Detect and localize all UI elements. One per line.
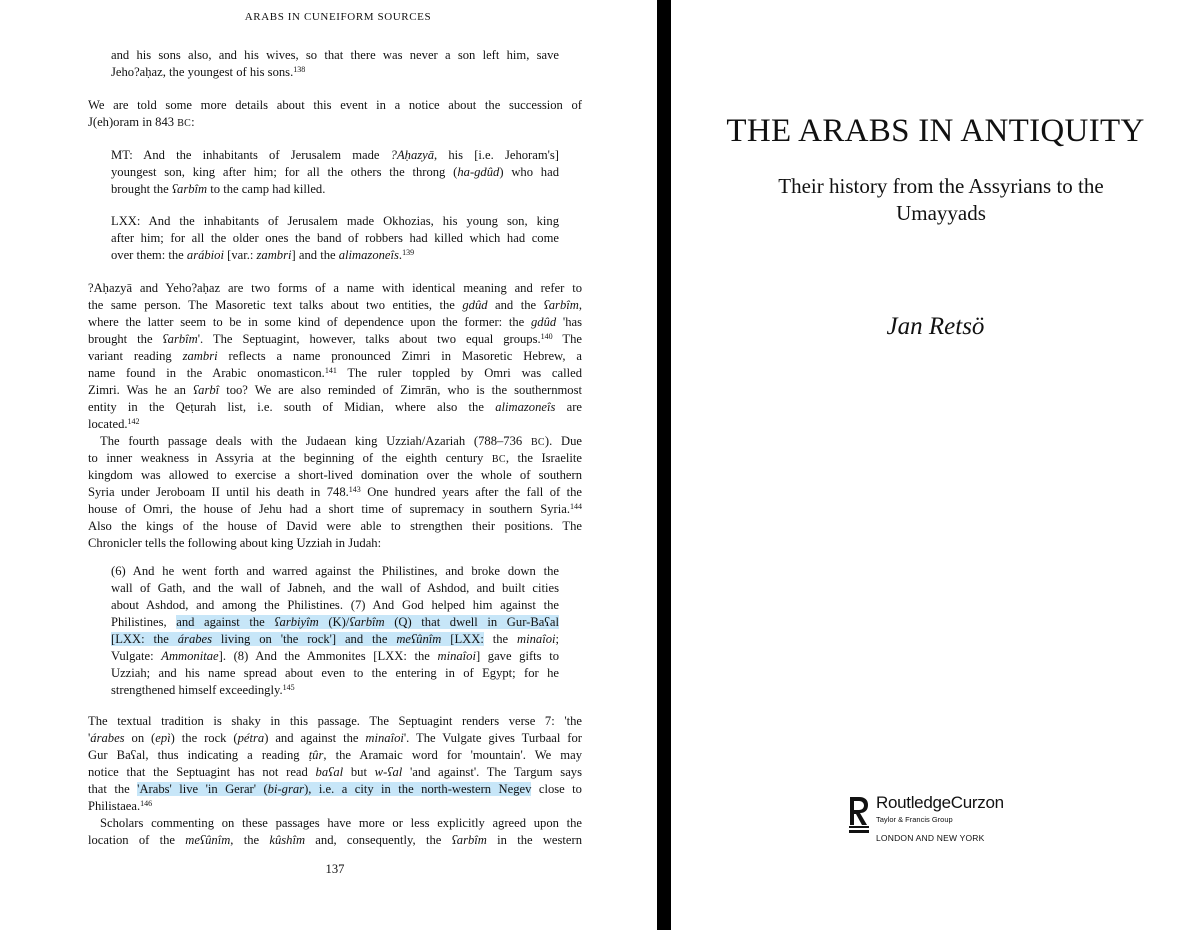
quote-block-4: (6) And he went forth and warred against the Philistines, and broke down the wall of Gath, and the wall of Jabneh, and the wall of Ashdod, and built cities about Ashdod, and among the Philistines. (7) And God helped him against the Philistines, and against the ʕarbiyîm (K)/ʕarbîm (Q) that dwell in Gur-Baʕal [LXX: the árabes living on 'the rock'] and the meʕûnîm [LXX: the minaîoi; Vulgate: Ammonitae]. (8) And the Ammonites [LXX: the minaîoi] gave gifts to Uzziah; and his name spread about even to the entering in of Egypt; for he strengthened himself exceedingly.$^{145}$ [111,564,559,697]
book-author: Jan Retsö [886,313,985,340]
running-head: ARABS IN CUNEIFORM SOURCES [244,11,432,23]
quote-block-1: and his sons also, and his wives, so that there was never a son left him, save Jeho?aḥaz, the youngest of his sons.$^{138}$ [111,48,559,79]
text-highlight: 'Arabs' live 'in Gerar' (bi-grar), i.e. a city in the north-western Negev [137,782,532,796]
quote-block-2: MT: And the inhabitants of Jerusalem made ?Aḥazyā, his [i.e. Jehoram's] youngest son, king after him; for all the others the throng (ha-gdûd) who had brought the ʕarbîm to the camp had killed. [111,148,559,196]
subtitle-line-1: Their history from the Assyrians to the [778,174,1104,198]
page-number: 137 [325,862,345,876]
publisher-block [848,793,1048,853]
paragraph-1: We are told some more details about this event in a notice about the succession of J(eh)oram in 843 BC: [88,98,582,129]
right-page [671,0,1200,930]
subtitle-line-2: Umayyads [896,201,986,225]
text-highlight: and against the ʕarbiyîm (K)/ʕarbîm (Q) that dwell in Gur-Baʕal [176,615,559,629]
routledge-logo-icon [848,795,870,835]
publisher-name: RoutledgeCurzon [876,793,1004,812]
book-title: THE ARABS IN ANTIQUITY [726,113,1145,149]
quote-block-3: LXX: And the inhabitants of Jerusalem made Okhozias, his young son, king after him; for all the older ones the band of robbers had killed which had come over them: the arábioi [var.: zambri] and the alimazoneîs.$^{139}$ [111,214,559,262]
page-divider [657,0,671,930]
publisher-group: Taylor & Francis Group [876,815,953,824]
paragraph-2: ?Aḥazyā and Yeho?aḥaz are two forms of a name with identical meaning and refer to the same person. The Masoretic text talks about two entities, the gdûd and the ʕarbîm, where the latter seem to be in some kind of dependence upon the former: the gdûd 'has brought the ʕarbîm'. The Septuagint, however, talks about two equal groups.$^{140}$ The variant reading zambri reflects a name pronounced Zimri in Masoretic Hebrew, a name found in the Arabic onomasticon.$^{141}$ The ruler toppled by Omri was called Zimri. Was he an ʕarbî too? We are also reminded of Zimrān, who is the southernmost entity in the Qeṭurah list, i.e. south of Midian, where also the alimazoneîs are located.$^{142}$ The fourth passage deals with the Judaean king Uzziah/Azariah (788–736 BC). Due to inner weakness in Assyria at the beginning of the eighth century BC, the Israelite kingdom was allowed to exercise a short-lived domination over the whole of southern Syria under Jeroboam II until his death in 748.$^{143}$ One hundred years after the fall of the house of Omri, the house of Jehu had a short time of supremacy in southern Syria.$^{144}$ Also the kings of the house of David were able to strengthen their positions. The Chronicler tells the following about king Uzziah in Judah: [88,281,582,550]
publisher-place: LONDON AND NEW YORK [876,833,985,843]
text-highlight: [LXX: the árabes living on 'the rock'] and the meʕûnîm [LXX: [111,632,484,646]
paragraph-3: The textual tradition is shaky in this passage. The Septuagint renders verse 7: 'the 'árabes on (epì) the rock (pétra) and against the minaîoi'. The Vulgate gives Turbaal for Gur Baʕal, thus indicating a reading ṭûr, the Aramaic word for 'mountain'. We may notice that the Septuagint has not read baʕal but w-ʕal 'and against'. The Targum says that the 'Arabs' live 'in Gerar' (bi-grar), i.e. a city in the north-western Negev close to Philistaea.$^{146}$ Scholars commenting on these passages have more or less explicitly agreed upon the location of the meʕûnîm, the kûshîm and, consequently, the ʕarbîm in the western [88,714,582,847]
book-subtitle [711,173,1171,227]
